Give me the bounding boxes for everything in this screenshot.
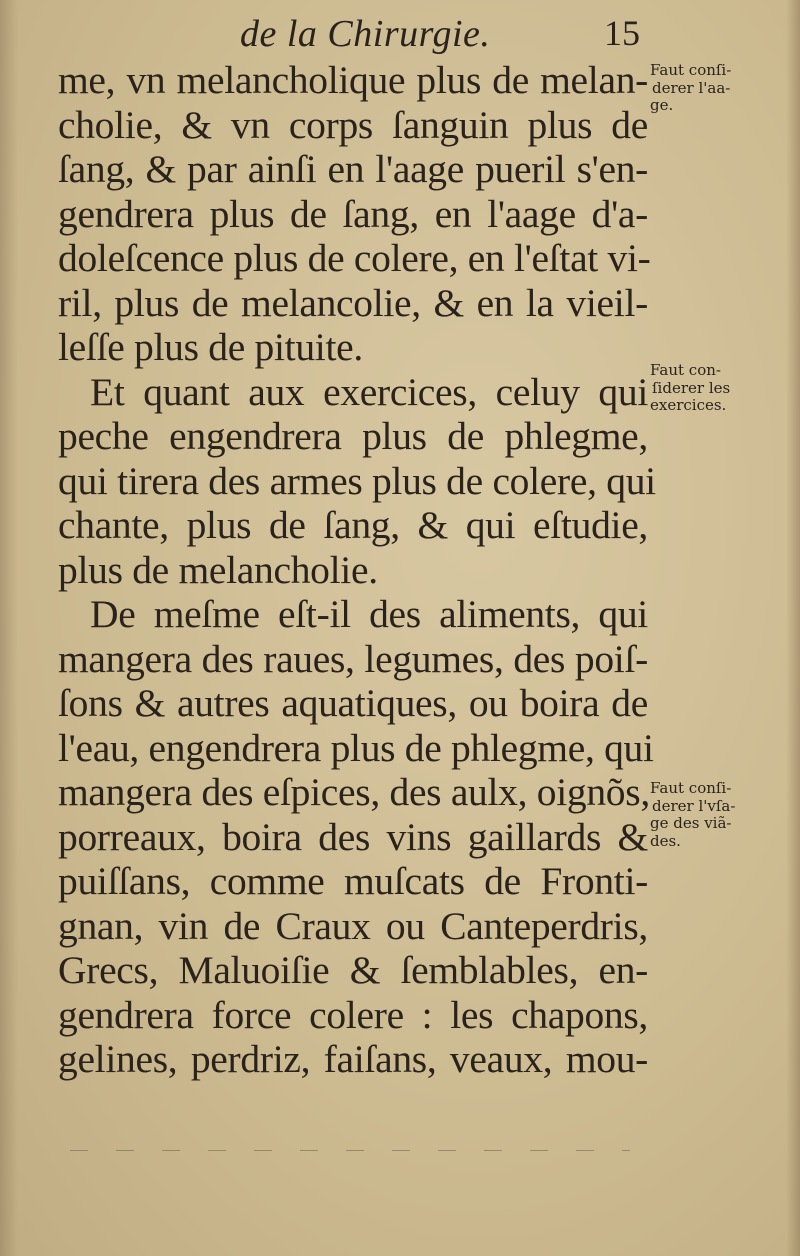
text-line: mangera des raues, legumes, des poiſ-	[58, 636, 648, 681]
margin-note-exercises	[650, 362, 730, 415]
margin-note-line: derer l'vſa-	[652, 796, 736, 815]
text-line: ſons & autres aquatiques, ou boira de	[58, 681, 648, 725]
margin-note-line: derer l'aa-	[652, 78, 731, 97]
page-number: 15	[604, 13, 640, 53]
margin-note-line: ſiderer les	[652, 378, 731, 397]
margin-note-line: exercices.	[650, 396, 727, 414]
text-line: gelines, perdriz, faiſans, veaux, mou-	[58, 1037, 648, 1081]
text-line: ſang, & par ainſi en l'aage pueril s'en-	[58, 147, 648, 191]
text-line: leſſe plus de pituite.	[58, 325, 363, 369]
margin-note-line: Faut conſi-	[650, 61, 732, 79]
text-line: gnan, vin de Craux ou Canteperdris,	[58, 903, 648, 948]
text-line: l'eau, engendrera plus de phlegme, qui	[58, 725, 654, 770]
body-text	[58, 58, 656, 1082]
page-shadow-left	[0, 0, 18, 1256]
margin-note-line: Faut con-	[650, 361, 721, 379]
text-line: qui tirera des armes plus de colere, qui	[58, 458, 656, 503]
text-line: ril, plus de melancolie, & en la vieil-	[58, 280, 648, 325]
text-line: Grecs, Maluoiſie & ſemblables, en-	[58, 948, 648, 992]
text-line: me, vn melancholique plus de melan-	[58, 58, 648, 102]
page-edge-right	[786, 0, 800, 1256]
text-line: cholie, & vn corps ſanguin plus de	[58, 102, 648, 147]
margin-note-line: Faut conſi-	[650, 779, 732, 797]
margin-note-age	[650, 62, 731, 115]
text-line: porreaux, boira des vins gaillards &	[58, 814, 648, 859]
text-line: doleſcence plus de colere, en l'eſtat vi-	[58, 236, 651, 280]
text-line: gendrera plus de ſang, en l'aage d'a-	[58, 191, 648, 236]
margin-note-line: ge.	[650, 96, 674, 114]
text-line: gendrera force colere : les chapons,	[58, 992, 648, 1037]
text-line: puiſſans, comme muſcats de Fronti-	[58, 859, 648, 903]
paragraph-start-line: Et quant aux exercices, celuy qui	[90, 369, 648, 414]
text-line: mangera des eſpices, des aulx, oignõs,	[58, 770, 650, 814]
running-head	[240, 12, 640, 62]
margin-note-foods	[650, 780, 735, 850]
margin-note-line: des.	[650, 831, 681, 850]
text-line: peche engendrera plus de phlegme,	[58, 414, 648, 458]
text-line: chante, plus de ſang, & qui eſtudie,	[58, 503, 648, 547]
text-line: plus de melancholie.	[58, 547, 378, 592]
paragraph-start-line: De meſme eſt-il des aliments, qui	[90, 592, 648, 636]
running-head-title: de la Chirurgie.	[240, 13, 491, 55]
bottom-rule	[70, 1150, 630, 1151]
margin-note-line: ge des viã-	[650, 814, 732, 832]
